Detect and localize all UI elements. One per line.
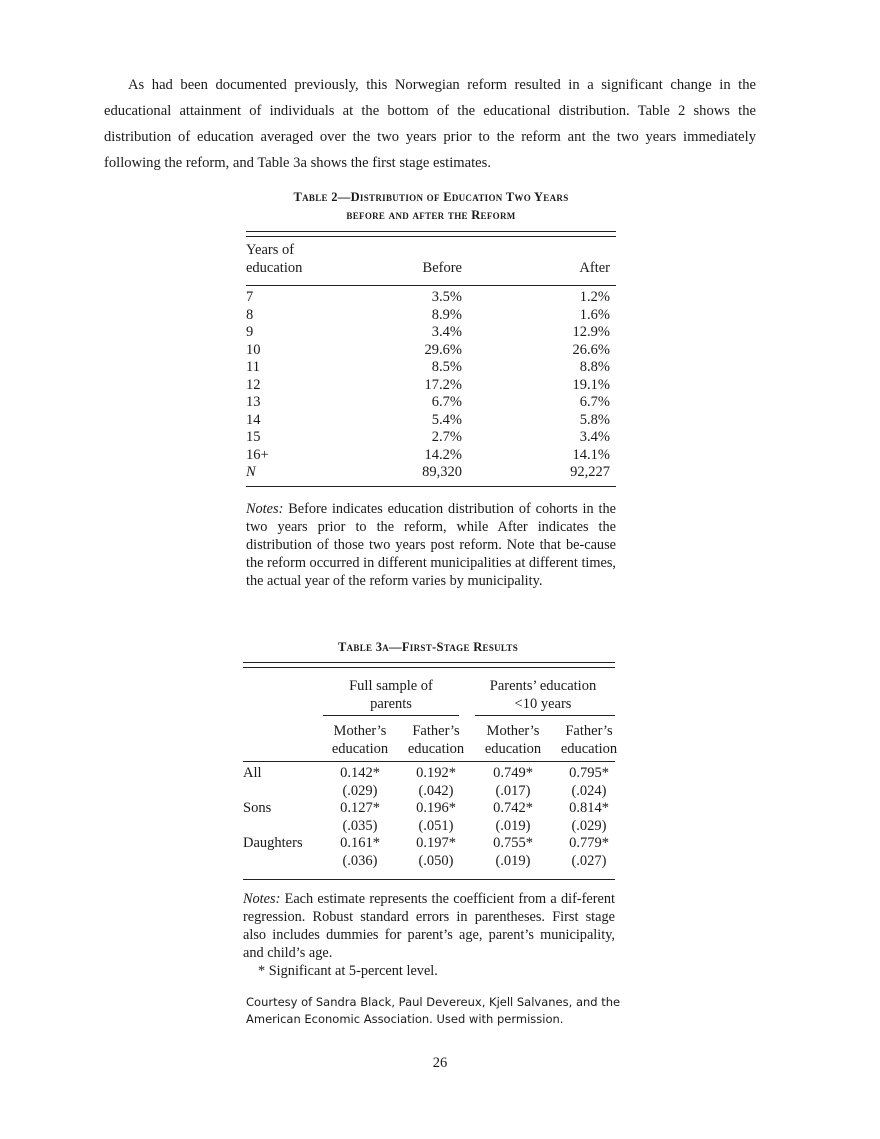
table3a-caption: Table 3a—First-Stage Results	[337, 640, 519, 654]
table3a-notes-label: Notes:	[243, 891, 281, 907]
table3a-estimate-cell: 0.814*	[569, 800, 609, 816]
table2-row	[246, 412, 616, 430]
table2-body	[246, 289, 616, 482]
table3a-stderr-cell: (.029)	[571, 817, 607, 834]
table3a-stderr-cell: (.050)	[418, 852, 454, 869]
table3a-stderr-cell: (.027)	[571, 852, 607, 869]
table2-row	[246, 447, 616, 465]
table3a-estimate-cell: 0.742*	[493, 800, 533, 816]
table2-row	[246, 394, 616, 412]
table3a-stderr-cell: (.024)	[571, 782, 607, 799]
table2-header-before: Before	[422, 260, 462, 276]
table3a-group1-rule	[323, 715, 459, 716]
table3a-stderr-cell: (.019)	[495, 817, 531, 834]
table3a-group-low-education	[471, 677, 615, 713]
table2-cell-before: 5.4%	[431, 411, 462, 428]
intro-text-block	[104, 72, 756, 176]
table2-caption-line2: before and after the Reform	[346, 208, 516, 222]
table2-row	[246, 429, 616, 447]
table2-cell-after: 14.1%	[572, 446, 610, 463]
table2-cell-before: 8.9%	[431, 306, 462, 323]
table2-cell-before: 29.6%	[424, 341, 462, 358]
table2-cell-years: 14	[246, 411, 261, 428]
table2-cell-after: 12.9%	[572, 324, 610, 340]
table3a-group-full-sample-line2: parents	[370, 696, 412, 712]
table2-bottom-rule	[246, 486, 616, 487]
table2-row	[246, 307, 616, 325]
table2-cell-before: 2.7%	[431, 429, 462, 445]
table3a-stderr-cell: (.035)	[342, 817, 378, 834]
table3a-group-low-education-line1: Parents’ education	[489, 678, 597, 694]
table3a-stderr-cell: (.051)	[418, 817, 454, 834]
table3a-col-father-low-line1: Father’s	[565, 723, 613, 739]
table3a-notes	[243, 890, 615, 962]
table2-cell-years: 12	[246, 376, 261, 393]
table2-caption-line1: Table 2—Distribution of Education Two Years	[293, 190, 569, 204]
table2-header-rule	[246, 285, 616, 286]
table2-cell-before: 14.2%	[424, 446, 462, 463]
table3a-stderr-cell: (.036)	[342, 852, 378, 869]
table2-notes-text: Before indicates education distribution of cohorts in the two years prior to the reform, while After indicates the distribution of those two years post reform. Note that be-cause the reform occurred in different municipalities at different times, the actual year of the reform varies by municipality.	[246, 501, 616, 589]
table2-cell-before: 17.2%	[424, 376, 462, 393]
table3a-estimate-cell: 0.749*	[493, 765, 533, 781]
table3a-notes-text: Each estimate represents the coefficient from a dif-ferent regression. Robust standard errors in parentheses. First stage also includes dummies for parent’s age, parent’s municipality, and child’s age.	[243, 891, 616, 961]
table2-row	[246, 377, 616, 395]
table2-cell-years: 8	[246, 306, 254, 323]
table3a-col-father-full-line2: education	[407, 741, 465, 757]
table3a-col-father-low	[551, 722, 627, 758]
table2-row	[246, 464, 616, 482]
table2-cell-years: 7	[246, 289, 254, 305]
table3a-col-father-full-line1: Father’s	[412, 723, 460, 739]
table3a-bottom-rule	[243, 879, 615, 880]
table2-cell-after: 5.8%	[579, 411, 610, 428]
table3a-row-label: Daughters	[243, 835, 303, 851]
table3a-stderr-cell: (.042)	[418, 782, 454, 799]
table2-header	[246, 231, 616, 285]
table2-cell-years: N	[246, 464, 256, 480]
table2-cell-after: 19.1%	[572, 376, 610, 393]
table3a-estimate-cell: 0.779*	[569, 835, 609, 851]
table3a-estimate-cell: 0.755*	[493, 835, 533, 851]
table3a-col-mother-full-line2: education	[331, 741, 389, 757]
table3a-row-label: All	[243, 765, 262, 781]
table2-cell-years: 9	[246, 324, 254, 340]
credit-line: Courtesy of Sandra Black, Paul Devereux, Kjell Salvanes, and the American Economic Association. Used with permission.	[246, 995, 621, 1026]
table2-cell-years: 15	[246, 429, 261, 445]
table2-header-years	[246, 241, 302, 277]
table3a-col-father-low-line2: education	[560, 741, 618, 757]
table3a-col-mother-low-line1: Mother’s	[486, 723, 540, 739]
table3a-col-mother-full	[322, 722, 398, 758]
table2-cell-years: 16+	[246, 446, 269, 463]
table2-cell-after: 92,227	[570, 464, 610, 480]
table2-header-after: After	[579, 260, 610, 276]
table3a-header-rule	[243, 761, 615, 762]
table3a-top-rule	[243, 662, 615, 668]
table2	[246, 231, 616, 480]
table2-cell-after: 1.2%	[579, 289, 610, 305]
table3a-estimate-cell: 0.795*	[569, 765, 609, 781]
table3a-estimate-cell: 0.142*	[340, 765, 380, 781]
table2-cell-years: 13	[246, 394, 261, 410]
page-number: 26	[432, 1055, 448, 1071]
table3a-estimate-cell: 0.197*	[416, 835, 456, 851]
table3a-row-label: Sons	[243, 800, 272, 816]
table2-row	[246, 289, 616, 307]
table2-header-years-line1: Years of	[246, 242, 295, 258]
table3a-estimate-cell: 0.192*	[416, 765, 456, 781]
table2-caption	[246, 188, 616, 224]
table2-cell-before: 89,320	[422, 464, 462, 480]
table3a-estimate-cell: 0.127*	[340, 800, 380, 816]
table2-cell-after: 3.4%	[579, 429, 610, 445]
table2-notes	[246, 500, 616, 590]
table3a-col-father-full	[398, 722, 474, 758]
table2-cell-years: 10	[246, 341, 261, 358]
table2-cell-after: 26.6%	[572, 341, 610, 358]
table3a-estimate-cell: 0.161*	[340, 835, 380, 851]
table3a-group-full-sample-line1: Full sample of	[349, 678, 433, 694]
intro-paragraph: As had been documented previously, this Norwegian reform resulted in a significant change in the educational attainment of individuals at the bottom of the educational distribution. Table 2 shows the distribution of education averaged over the two years prior to the reform ant the two years immediately following the reform, and Table 3a shows the first stage estimates.	[104, 77, 756, 171]
table2-notes-label: Notes:	[246, 501, 284, 517]
table3a-group2-rule	[475, 715, 615, 716]
table2-cell-before: 3.5%	[431, 289, 462, 305]
table3a-col-mother-low-line2: education	[484, 741, 542, 757]
table3a-col-mother-low	[475, 722, 551, 758]
table2-row	[246, 359, 616, 377]
table2-header-years-line2: education	[246, 260, 303, 276]
table2-cell-before: 3.4%	[431, 324, 462, 340]
table2-cell-after: 6.7%	[579, 394, 610, 410]
table3a-stderr-cell: (.019)	[495, 852, 531, 869]
table3a-col-mother-full-line1: Mother’s	[333, 723, 387, 739]
table2-cell-before: 6.7%	[431, 394, 462, 410]
table2-cell-years: 11	[246, 359, 260, 375]
table2-row	[246, 324, 616, 342]
table3a-estimate-cell: 0.196*	[416, 800, 456, 816]
table3a-stderr-cell: (.017)	[495, 782, 531, 799]
table3a-stderr-cell: (.029)	[342, 782, 378, 799]
table3a-group-full-sample	[321, 677, 461, 713]
table3a-group-low-education-line2: <10 years	[514, 696, 572, 712]
table2-row	[246, 342, 616, 360]
table2-cell-after: 1.6%	[579, 306, 610, 323]
table2-cell-before: 8.5%	[431, 359, 462, 375]
table3a-significance-note: * Significant at 5-percent level.	[258, 963, 438, 979]
table2-cell-after: 8.8%	[579, 359, 610, 375]
